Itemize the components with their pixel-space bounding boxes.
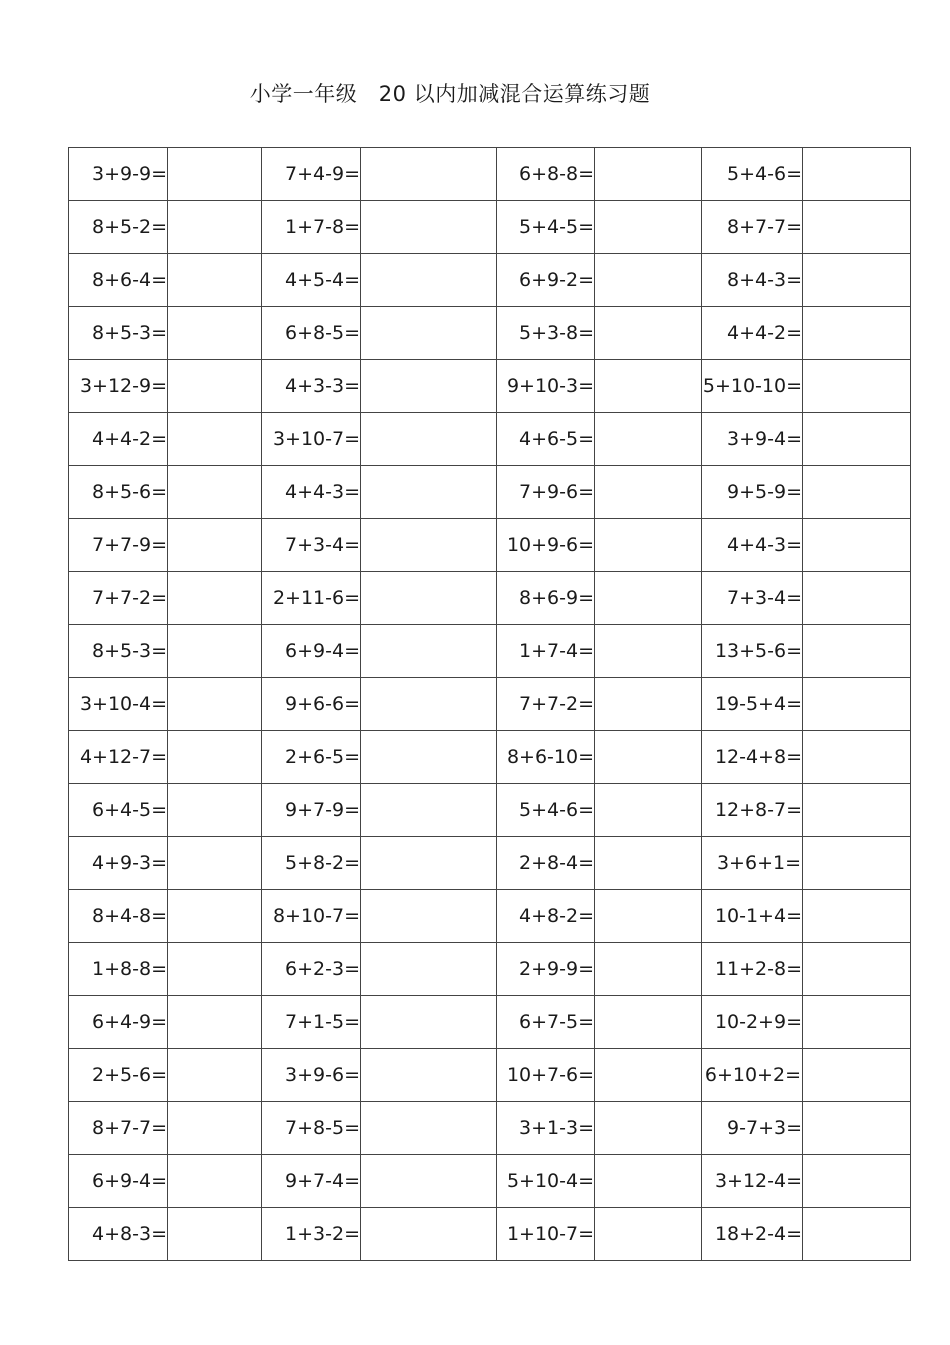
problem-cell: 1+10-7= (497, 1208, 595, 1261)
answer-cell[interactable] (595, 519, 702, 572)
problem-cell: 5+4-6= (702, 148, 803, 201)
answer-cell[interactable] (803, 360, 911, 413)
problem-cell: 2+5-6= (69, 1049, 168, 1102)
problem-cell: 6+9-4= (262, 625, 361, 678)
table-row (69, 148, 911, 201)
answer-cell[interactable] (595, 413, 702, 466)
answer-cell[interactable] (168, 572, 262, 625)
table-row (69, 1208, 911, 1261)
answer-cell[interactable] (595, 201, 702, 254)
answer-cell[interactable] (361, 996, 497, 1049)
table-row (69, 731, 911, 784)
answer-cell[interactable] (803, 1049, 911, 1102)
problem-cell: 9+5-9= (702, 466, 803, 519)
table-row (69, 413, 911, 466)
problem-cell: 8+7-7= (702, 201, 803, 254)
problem-cell: 6+9-2= (497, 254, 595, 307)
problem-cell: 9+7-9= (262, 784, 361, 837)
answer-cell[interactable] (168, 466, 262, 519)
problem-cell: 7+7-2= (497, 678, 595, 731)
answer-cell[interactable] (361, 890, 497, 943)
answer-cell[interactable] (595, 943, 702, 996)
problem-cell: 3+10-7= (262, 413, 361, 466)
answer-cell[interactable] (595, 1208, 702, 1261)
problem-cell: 2+11-6= (262, 572, 361, 625)
answer-cell[interactable] (361, 943, 497, 996)
answer-cell[interactable] (803, 837, 911, 890)
table-row (69, 519, 911, 572)
problem-cell: 8+4-3= (702, 254, 803, 307)
problem-cell: 10-1+4= (702, 890, 803, 943)
worksheet-title: 小学一年级 20 以内加减混合运算练习题 (249, 82, 651, 106)
problem-cell: 5+3-8= (497, 307, 595, 360)
table-row (69, 784, 911, 837)
answer-cell[interactable] (595, 1049, 702, 1102)
answer-cell[interactable] (168, 201, 262, 254)
answer-cell[interactable] (803, 1102, 911, 1155)
problem-cell: 4+8-2= (497, 890, 595, 943)
answer-cell[interactable] (803, 678, 911, 731)
answer-cell[interactable] (595, 1155, 702, 1208)
problem-cell: 3+12-4= (702, 1155, 803, 1208)
answer-cell[interactable] (168, 1049, 262, 1102)
problem-cell: 9+7-4= (262, 1155, 361, 1208)
answer-cell[interactable] (361, 1102, 497, 1155)
problem-cell: 10+7-6= (497, 1049, 595, 1102)
problem-cell: 6+10+2= (702, 1049, 803, 1102)
problem-cell: 1+7-4= (497, 625, 595, 678)
problem-cell: 4+4-2= (69, 413, 168, 466)
answer-cell[interactable] (168, 254, 262, 307)
problem-cell: 1+7-8= (262, 201, 361, 254)
problem-cell: 5+8-2= (262, 837, 361, 890)
problem-cell: 3+1-3= (497, 1102, 595, 1155)
problem-cell: 4+3-3= (262, 360, 361, 413)
problem-cell: 9+6-6= (262, 678, 361, 731)
problem-cell: 12+8-7= (702, 784, 803, 837)
problem-cell: 8+4-8= (69, 890, 168, 943)
problem-cell: 3+6+1= (702, 837, 803, 890)
answer-cell[interactable] (361, 784, 497, 837)
answer-cell[interactable] (361, 1155, 497, 1208)
problem-cell: 19-5+4= (702, 678, 803, 731)
answer-cell[interactable] (168, 625, 262, 678)
problem-cell: 4+4-2= (702, 307, 803, 360)
table-row (69, 625, 911, 678)
problem-cell: 6+8-5= (262, 307, 361, 360)
problem-cell: 8+10-7= (262, 890, 361, 943)
problem-cell: 5+4-6= (497, 784, 595, 837)
answer-cell[interactable] (595, 996, 702, 1049)
answer-cell[interactable] (361, 519, 497, 572)
problem-cell: 3+12-9= (69, 360, 168, 413)
problem-cell: 11+2-8= (702, 943, 803, 996)
problem-cell: 7+3-4= (702, 572, 803, 625)
problem-cell: 7+1-5= (262, 996, 361, 1049)
table-row (69, 890, 911, 943)
problem-cell: 9+10-3= (497, 360, 595, 413)
problem-cell: 4+9-3= (69, 837, 168, 890)
answer-cell[interactable] (361, 1208, 497, 1261)
problem-cell: 3+9-9= (69, 148, 168, 201)
table-row (69, 360, 911, 413)
answer-cell[interactable] (595, 466, 702, 519)
answer-cell[interactable] (595, 784, 702, 837)
table-row (69, 466, 911, 519)
problem-cell: 8+5-3= (69, 625, 168, 678)
problem-cell: 8+6-9= (497, 572, 595, 625)
answer-cell[interactable] (803, 201, 911, 254)
answer-cell[interactable] (595, 254, 702, 307)
answer-cell[interactable] (595, 678, 702, 731)
answer-cell[interactable] (168, 731, 262, 784)
answer-cell[interactable] (361, 413, 497, 466)
answer-cell[interactable] (361, 572, 497, 625)
answer-cell[interactable] (168, 1155, 262, 1208)
table-row (69, 1102, 911, 1155)
answer-cell[interactable] (595, 572, 702, 625)
problem-cell: 6+2-3= (262, 943, 361, 996)
answer-cell[interactable] (803, 625, 911, 678)
problem-cell: 4+4-3= (702, 519, 803, 572)
problem-cell: 8+5-3= (69, 307, 168, 360)
problem-cell: 1+3-2= (262, 1208, 361, 1261)
problem-cell: 6+9-4= (69, 1155, 168, 1208)
answer-cell[interactable] (595, 1102, 702, 1155)
answer-cell[interactable] (595, 890, 702, 943)
problem-cell: 4+6-5= (497, 413, 595, 466)
answer-cell[interactable] (803, 148, 911, 201)
table-row (69, 307, 911, 360)
answer-cell[interactable] (803, 1155, 911, 1208)
answer-cell[interactable] (168, 1102, 262, 1155)
problem-cell: 7+9-6= (497, 466, 595, 519)
answer-cell[interactable] (168, 307, 262, 360)
table-row (69, 943, 911, 996)
problem-cell: 2+8-4= (497, 837, 595, 890)
answer-cell[interactable] (803, 572, 911, 625)
problem-cell: 3+10-4= (69, 678, 168, 731)
problem-cell: 8+5-6= (69, 466, 168, 519)
problem-cell: 6+7-5= (497, 996, 595, 1049)
problem-cell: 8+6-4= (69, 254, 168, 307)
answer-cell[interactable] (803, 466, 911, 519)
problem-cell: 3+9-4= (702, 413, 803, 466)
answer-cell[interactable] (803, 943, 911, 996)
problem-cell: 18+2-4= (702, 1208, 803, 1261)
answer-cell[interactable] (168, 360, 262, 413)
problem-cell: 13+5-6= (702, 625, 803, 678)
answer-cell[interactable] (168, 148, 262, 201)
answer-cell[interactable] (361, 731, 497, 784)
problem-cell: 10+9-6= (497, 519, 595, 572)
answer-cell[interactable] (361, 1049, 497, 1102)
problem-cell: 6+4-9= (69, 996, 168, 1049)
answer-cell[interactable] (595, 837, 702, 890)
problem-cell: 5+10-4= (497, 1155, 595, 1208)
answer-cell[interactable] (168, 837, 262, 890)
answer-cell[interactable] (168, 678, 262, 731)
answer-cell[interactable] (361, 148, 497, 201)
problem-cell: 7+7-9= (69, 519, 168, 572)
table-row (69, 678, 911, 731)
problem-cell: 5+10-10= (702, 360, 803, 413)
answer-cell[interactable] (803, 307, 911, 360)
answer-cell[interactable] (168, 1208, 262, 1261)
problem-cell: 4+5-4= (262, 254, 361, 307)
problem-cell: 2+6-5= (262, 731, 361, 784)
problem-cell: 8+5-2= (69, 201, 168, 254)
problem-cell: 4+4-3= (262, 466, 361, 519)
problem-cell: 9-7+3= (702, 1102, 803, 1155)
problem-cell: 4+12-7= (69, 731, 168, 784)
answer-cell[interactable] (361, 837, 497, 890)
answer-cell[interactable] (361, 625, 497, 678)
table-row (69, 254, 911, 307)
problem-cell: 4+8-3= (69, 1208, 168, 1261)
problem-cell: 8+6-10= (497, 731, 595, 784)
table-row (69, 996, 911, 1049)
answer-cell[interactable] (168, 519, 262, 572)
problem-cell: 7+3-4= (262, 519, 361, 572)
answer-cell[interactable] (803, 254, 911, 307)
problem-cell: 6+8-8= (497, 148, 595, 201)
answer-cell[interactable] (595, 360, 702, 413)
answer-cell[interactable] (361, 360, 497, 413)
answer-cell[interactable] (595, 731, 702, 784)
table-row (69, 1155, 911, 1208)
problem-cell: 12-4+8= (702, 731, 803, 784)
answer-cell[interactable] (803, 996, 911, 1049)
answer-cell[interactable] (803, 519, 911, 572)
answer-cell[interactable] (803, 784, 911, 837)
answer-cell[interactable] (595, 625, 702, 678)
problem-cell: 5+4-5= (497, 201, 595, 254)
answer-cell[interactable] (803, 1208, 911, 1261)
table-row (69, 572, 911, 625)
answer-cell[interactable] (803, 413, 911, 466)
answer-cell[interactable] (595, 307, 702, 360)
answer-cell[interactable] (361, 678, 497, 731)
answer-cell[interactable] (803, 731, 911, 784)
table-row (69, 1049, 911, 1102)
problem-cell: 2+9-9= (497, 943, 595, 996)
answer-cell[interactable] (361, 254, 497, 307)
answer-cell[interactable] (168, 784, 262, 837)
problem-cell: 6+4-5= (69, 784, 168, 837)
problem-cell: 1+8-8= (69, 943, 168, 996)
answer-cell[interactable] (168, 413, 262, 466)
problem-cell: 7+4-9= (262, 148, 361, 201)
exercise-table (68, 147, 911, 1261)
answer-cell[interactable] (595, 148, 702, 201)
answer-cell[interactable] (361, 307, 497, 360)
answer-cell[interactable] (168, 890, 262, 943)
problem-cell: 10-2+9= (702, 996, 803, 1049)
answer-cell[interactable] (168, 943, 262, 996)
table-row (69, 201, 911, 254)
answer-cell[interactable] (803, 890, 911, 943)
answer-cell[interactable] (361, 201, 497, 254)
answer-cell[interactable] (361, 466, 497, 519)
answer-cell[interactable] (168, 996, 262, 1049)
table-row (69, 837, 911, 890)
problem-cell: 7+7-2= (69, 572, 168, 625)
problem-cell: 7+8-5= (262, 1102, 361, 1155)
problem-cell: 3+9-6= (262, 1049, 361, 1102)
problem-cell: 8+7-7= (69, 1102, 168, 1155)
